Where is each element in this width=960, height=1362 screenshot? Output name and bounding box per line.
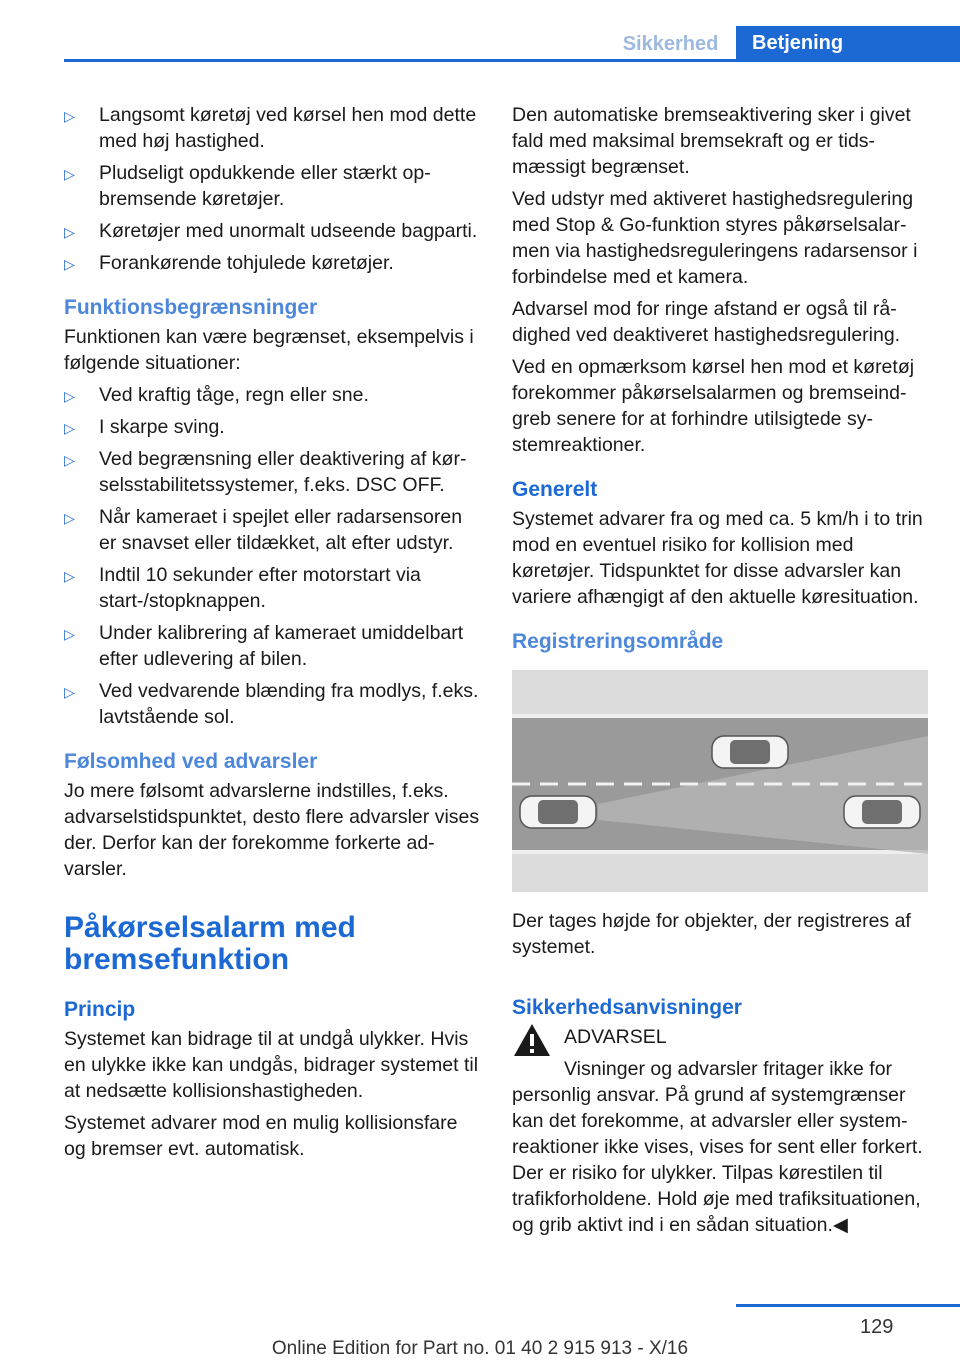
detection-area-illustration (512, 670, 928, 892)
paragraph: Ved en opmærksom kørsel hen mod et køretøj forekommer påkørselsalarmen og bremseindgreb senere for at forhindre utilsigtede systemreaktioner. (512, 356, 915, 456)
footer-text: Online Edition for Part no. 01 40 2 915 913 - X/16 (271, 1338, 689, 1359)
footer-rule (736, 1304, 960, 1307)
car-same-lane-icon (844, 796, 920, 828)
page-header (0, 0, 960, 62)
warning-triangle-icon (512, 1022, 552, 1058)
warning-text: Visninger og advarsler fritager ikke for personlig ansvar. På grund af systemgrænser kan det forekomme, at advarsler eller systemreaktioner ikke vises, vises for sent eller forkert. Der er risiko for ulykker. Tilpas kørestilen til trafikforholdene. Hold øje med trafiksituationen, og grib aktivt ind i en sådan situation.◀ (512, 1058, 923, 1236)
heading-funktionsbegraensninger: Funktionsbegrænsninger (64, 296, 318, 319)
heading-main: Påkørselsalarm med bremsefunktion (64, 911, 356, 976)
list-item: ▷ Pludseligt opdukkende eller stærkt opbremsende køretøjer. (64, 160, 480, 212)
heading-princip: Princip (64, 998, 136, 1021)
heading-registreringsomraade: Registreringsområde (512, 630, 724, 653)
right-column (512, 102, 928, 1244)
own-car-icon (520, 796, 596, 828)
header-rule (64, 59, 960, 62)
list-item: ▷ Når kameraet i spejlet eller radarsensoren er snavset eller tildækket, alt efter udstyr. (64, 504, 480, 556)
list-item: ▷ Under kalibrering af kameraet umiddelbart efter udlevering af bilen. (64, 620, 480, 672)
list-item: ▷ Ved kraftig tåge, regn eller sne. (64, 382, 480, 408)
list-item: ▷ Ved begrænsning eller deaktivering af kørselsstabilitetssystemer, f.eks. DSC OFF. (64, 446, 480, 498)
page-number: 129 (860, 1316, 894, 1338)
paragraph: Jo mere følsomt advarslerne indstilles, f.eks. advarselstidspunktet, desto flere advarsler vises der. Derfor kan der forekomme forkerte advarsler. (64, 780, 480, 880)
paragraph: Systemet advarer fra og med ca. 5 km/h i to trin mod en eventuel risiko for kollision med køretøjer. Tidspunktet for disse advarsler kan variere afhængigt af den aktuelle køresituation. (512, 508, 923, 608)
road-diagram (512, 670, 928, 892)
list-item: ▷ Forankørende tohjulede køretøjer. (64, 250, 480, 276)
car-ahead-icon (712, 736, 788, 768)
heading-folsomhed: Følsomhed ved advarsler (64, 750, 318, 773)
list-item: ▷ Langsomt køretøj ved kørsel hen mod dette med høj hastighed. (64, 102, 480, 154)
paragraph: Systemet kan bidrage til at undgå ulykker. Hvis en ulykke ikke kan undgås, bidrager systemet til at nedsætte kollisionshastigheden. (64, 1028, 479, 1102)
warning-box (512, 1024, 928, 1238)
tab-betjening[interactable]: Betjening (736, 26, 960, 62)
paragraph: Advarsel mod for ringe afstand er også til rådighed ved deaktiveret hastighedsregulering. (512, 298, 901, 346)
paragraph: Systemet advarer mod en mulig kollisionsfare og bremser evt. automatisk. (64, 1112, 458, 1160)
figure-caption: Der tages højde for objekter, der registreres af systemet. (512, 910, 911, 958)
list-item: ▷ Indtil 10 sekunder efter motorstart via start-/stopknappen. (64, 562, 480, 614)
heading-generelt: Generelt (512, 478, 598, 501)
list-item: ▷ Ved vedvarende blænding fra modlys, f.eks. lavtstående sol. (64, 678, 480, 730)
paragraph: Den automatiske bremseaktivering sker i givet fald med maksimal bremsekraft og er tidsmæssigt begrænset. (512, 104, 911, 178)
tab-sikkerhed[interactable]: Sikkerhed (622, 33, 719, 55)
bullet-list-func (64, 382, 480, 730)
warning-label: ADVARSEL (564, 1026, 667, 1048)
bullet-list-top (64, 102, 480, 276)
heading-sikkerhedsanvisninger: Sikkerhedsanvisninger (512, 996, 742, 1019)
list-item: ▷ Køretøjer med unormalt udseende bagparti. (64, 218, 480, 244)
left-column (64, 102, 480, 1168)
paragraph: Funktionen kan være begrænset, eksempelvis i følgende situationer: (64, 326, 474, 374)
paragraph: Ved udstyr med aktiveret hastighedsregulering med Stop & Go-funktion styres påkørselsalarmen via hastighedsreguleringens radarsensor i forbindelse med et kamera. (512, 188, 918, 288)
list-item: ▷ I skarpe sving. (64, 414, 480, 440)
